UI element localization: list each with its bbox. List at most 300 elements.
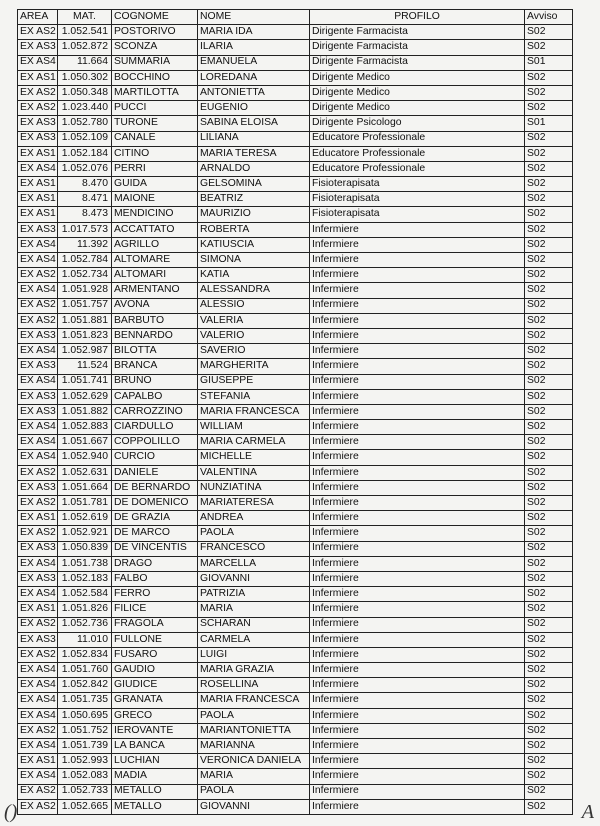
cell-nome: MARIA IDA [198,25,310,40]
cell-area: EX AS4 [18,587,58,602]
cell-nome: MICHELLE [198,450,310,465]
cell-avviso: S02 [525,511,573,526]
cell-mat: 1.052.734 [58,268,112,283]
cell-area: EX AS2 [18,85,58,100]
cell-profilo: Fisioterapisata [310,177,525,192]
table-row [18,146,573,161]
table-row [18,131,573,146]
cell-mat: 1.052.619 [58,511,112,526]
table-row [18,192,573,207]
cell-nome: ALESSANDRA [198,283,310,298]
table-row [18,283,573,298]
cell-area: EX AS4 [18,161,58,176]
cell-cognome: ACCATTATO [112,222,198,237]
cell-avviso: S01 [525,55,573,70]
cell-area: EX AS4 [18,420,58,435]
header-profilo: PROFILO [310,10,525,25]
cell-area: EX AS4 [18,678,58,693]
table-row [18,359,573,374]
cell-mat: 1.052.987 [58,344,112,359]
document-sheet [17,9,573,815]
cell-profilo: Infermiere [310,268,525,283]
cell-avviso: S02 [525,769,573,784]
cell-avviso: S02 [525,556,573,571]
cell-mat: 1.052.665 [58,799,112,814]
cell-cognome: POSTORIVO [112,25,198,40]
cell-avviso: S02 [525,420,573,435]
cell-profilo: Infermiere [310,359,525,374]
cell-avviso: S02 [525,85,573,100]
table-row [18,435,573,450]
cell-profilo: Infermiere [310,769,525,784]
cell-nome: VALERIA [198,313,310,328]
table-row [18,541,573,556]
cell-mat: 1.051.781 [58,496,112,511]
cell-cognome: MADIA [112,769,198,784]
cell-nome: MARIANTONIETTA [198,723,310,738]
cell-cognome: FILICE [112,602,198,617]
cell-area: EX AS2 [18,723,58,738]
cell-avviso: S02 [525,298,573,313]
cell-cognome: FALBO [112,571,198,586]
cell-area: EX AS1 [18,146,58,161]
cell-profilo: Dirigente Medico [310,70,525,85]
cell-avviso: S02 [525,450,573,465]
cell-mat: 1.050.695 [58,708,112,723]
cell-avviso: S02 [525,313,573,328]
cell-nome: MARGHERITA [198,359,310,374]
cell-nome: EUGENIO [198,101,310,116]
table-row [18,404,573,419]
cell-area: EX AS4 [18,556,58,571]
cell-area: EX AS2 [18,784,58,799]
cell-area: EX AS1 [18,602,58,617]
cell-profilo: Fisioterapisata [310,207,525,222]
table-row [18,556,573,571]
table-row [18,328,573,343]
cell-area: EX AS3 [18,404,58,419]
cell-avviso: S02 [525,480,573,495]
cell-area: EX AS4 [18,769,58,784]
table-row [18,70,573,85]
table-row [18,465,573,480]
cell-cognome: FUSARO [112,647,198,662]
table-body [18,25,573,815]
table-row [18,55,573,70]
cell-area: EX AS4 [18,693,58,708]
cell-cognome: BRUNO [112,374,198,389]
cell-avviso: S02 [525,663,573,678]
cell-cognome: SUMMARIA [112,55,198,70]
cell-avviso: S02 [525,435,573,450]
cell-nome: PAOLA [198,526,310,541]
cell-avviso: S02 [525,723,573,738]
table-row [18,101,573,116]
cell-avviso: S02 [525,784,573,799]
cell-profilo: Infermiere [310,754,525,769]
cell-nome: LOREDANA [198,70,310,85]
cell-nome: GELSOMINA [198,177,310,192]
cell-avviso: S02 [525,617,573,632]
cell-mat: 1.051.928 [58,283,112,298]
cell-mat: 11.392 [58,237,112,252]
cell-avviso: S02 [525,344,573,359]
cell-profilo: Infermiere [310,298,525,313]
cell-cognome: ALTOMARE [112,253,198,268]
cell-cognome: MENDICINO [112,207,198,222]
cell-avviso: S02 [525,799,573,814]
handwritten-mark-right: A [581,801,594,823]
cell-profilo: Infermiere [310,450,525,465]
cell-profilo: Infermiere [310,404,525,419]
cell-cognome: GRECO [112,708,198,723]
cell-cognome: CURCIO [112,450,198,465]
cell-mat: 1.052.834 [58,647,112,662]
cell-profilo: Infermiere [310,435,525,450]
cell-profilo: Infermiere [310,420,525,435]
cell-mat: 1.051.752 [58,723,112,738]
cell-profilo: Dirigente Farmacista [310,25,525,40]
cell-area: EX AS4 [18,435,58,450]
cell-mat: 1.052.184 [58,146,112,161]
cell-nome: SIMONA [198,253,310,268]
table-row [18,632,573,647]
table-row [18,344,573,359]
cell-cognome: DE VINCENTIS [112,541,198,556]
header-row [18,10,573,25]
cell-profilo: Infermiere [310,480,525,495]
cell-avviso: S01 [525,116,573,131]
cell-profilo: Infermiere [310,739,525,754]
cell-nome: BEATRIZ [198,192,310,207]
cell-area: EX AS3 [18,359,58,374]
cell-nome: ANTONIETTA [198,85,310,100]
table-row [18,784,573,799]
cell-profilo: Infermiere [310,313,525,328]
cell-mat: 1.052.736 [58,617,112,632]
table-row [18,496,573,511]
cell-cognome: GIUDICE [112,678,198,693]
cell-area: EX AS2 [18,313,58,328]
cell-area: EX AS4 [18,55,58,70]
cell-cognome: PERRI [112,161,198,176]
cell-area: EX AS1 [18,754,58,769]
table-row [18,769,573,784]
cell-cognome: LA BANCA [112,739,198,754]
cell-mat: 1.052.584 [58,587,112,602]
cell-nome: MARIATERESA [198,496,310,511]
table-row [18,693,573,708]
cell-mat: 1.052.083 [58,769,112,784]
cell-nome: KATIUSCIA [198,237,310,252]
cell-nome: MARIA FRANCESCA [198,693,310,708]
table-row [18,85,573,100]
cell-avviso: S02 [525,754,573,769]
cell-nome: PATRIZIA [198,587,310,602]
cell-area: EX AS3 [18,131,58,146]
cell-avviso: S02 [525,207,573,222]
cell-profilo: Infermiere [310,526,525,541]
cell-cognome: FULLONE [112,632,198,647]
cell-area: EX AS4 [18,253,58,268]
cell-avviso: S02 [525,359,573,374]
cell-cognome: DANIELE [112,465,198,480]
cell-profilo: Infermiere [310,678,525,693]
table-row [18,222,573,237]
cell-mat: 1.052.076 [58,161,112,176]
cell-area: EX AS4 [18,374,58,389]
header-mat: MAT. [58,10,112,25]
cell-cognome: LUCHIAN [112,754,198,769]
cell-avviso: S02 [525,678,573,693]
table-row [18,602,573,617]
cell-mat: 1.050.302 [58,70,112,85]
cell-area: EX AS2 [18,465,58,480]
cell-nome: ROSELLINA [198,678,310,693]
cell-area: EX AS1 [18,511,58,526]
cell-avviso: S02 [525,131,573,146]
cell-avviso: S02 [525,328,573,343]
header-area: AREA [18,10,58,25]
cell-nome: GIUSEPPE [198,374,310,389]
table-row [18,268,573,283]
cell-nome: ROBERTA [198,222,310,237]
cell-profilo: Infermiere [310,663,525,678]
cell-area: EX AS3 [18,632,58,647]
header-avviso: Avviso [525,10,573,25]
cell-cognome: CANALE [112,131,198,146]
cell-area: EX AS2 [18,799,58,814]
table-row [18,678,573,693]
table-row [18,450,573,465]
table-row [18,161,573,176]
cell-mat: 8.470 [58,177,112,192]
cell-profilo: Infermiere [310,389,525,404]
cell-profilo: Fisioterapisata [310,192,525,207]
cell-area: EX AS4 [18,739,58,754]
cell-area: EX AS4 [18,663,58,678]
cell-area: EX AS3 [18,328,58,343]
cell-nome: MARIA GRAZIA [198,663,310,678]
cell-profilo: Infermiere [310,617,525,632]
table-row [18,799,573,814]
cell-nome: VALENTINA [198,465,310,480]
cell-mat: 1.052.780 [58,116,112,131]
cell-area: EX AS2 [18,617,58,632]
cell-mat: 1.051.738 [58,556,112,571]
cell-nome: MARIA TERESA [198,146,310,161]
cell-cognome: AVONA [112,298,198,313]
cell-avviso: S02 [525,693,573,708]
cell-area: EX AS4 [18,237,58,252]
cell-cognome: MARTILOTTA [112,85,198,100]
cell-nome: GIOVANNI [198,799,310,814]
table-row [18,253,573,268]
cell-mat: 1.052.631 [58,465,112,480]
cell-nome: WILLIAM [198,420,310,435]
cell-avviso: S02 [525,283,573,298]
cell-mat: 1.052.993 [58,754,112,769]
cell-avviso: S02 [525,161,573,176]
cell-profilo: Educatore Professionale [310,161,525,176]
cell-cognome: CAPALBO [112,389,198,404]
cell-area: EX AS4 [18,344,58,359]
cell-cognome: GRANATA [112,693,198,708]
cell-profilo: Dirigente Psicologo [310,116,525,131]
cell-profilo: Infermiere [310,374,525,389]
table-row [18,571,573,586]
cell-area: EX AS2 [18,101,58,116]
cell-mat: 1.052.872 [58,40,112,55]
cell-area: EX AS1 [18,70,58,85]
table-row [18,708,573,723]
cell-nome: MARIA [198,602,310,617]
cell-nome: EMANUELA [198,55,310,70]
cell-profilo: Infermiere [310,541,525,556]
cell-area: EX AS3 [18,40,58,55]
cell-nome: ILARIA [198,40,310,55]
cell-area: EX AS3 [18,116,58,131]
cell-mat: 1.052.541 [58,25,112,40]
cell-mat: 1.051.741 [58,374,112,389]
cell-nome: MARIA [198,769,310,784]
cell-mat: 1.051.760 [58,663,112,678]
cell-area: EX AS3 [18,389,58,404]
cell-profilo: Infermiere [310,556,525,571]
cell-avviso: S02 [525,404,573,419]
cell-profilo: Infermiere [310,587,525,602]
cell-mat: 1.051.882 [58,404,112,419]
cell-area: EX AS4 [18,708,58,723]
cell-cognome: BOCCHINO [112,70,198,85]
cell-area: EX AS3 [18,541,58,556]
cell-mat: 1.051.823 [58,328,112,343]
table-row [18,374,573,389]
cell-cognome: DE BERNARDO [112,480,198,495]
cell-area: EX AS1 [18,207,58,222]
handwritten-mark-left: () [4,801,18,823]
cell-cognome: BENNARDO [112,328,198,343]
cell-avviso: S02 [525,177,573,192]
cell-avviso: S02 [525,253,573,268]
cell-avviso: S02 [525,708,573,723]
cell-avviso: S02 [525,192,573,207]
cell-cognome: METALLO [112,784,198,799]
cell-profilo: Infermiere [310,647,525,662]
header-nome: NOME [198,10,310,25]
cell-profilo: Infermiere [310,571,525,586]
cell-cognome: BRANCA [112,359,198,374]
cell-mat: 1.051.757 [58,298,112,313]
cell-nome: PAOLA [198,708,310,723]
cell-cognome: BILOTTA [112,344,198,359]
cell-cognome: DE GRAZIA [112,511,198,526]
cell-mat: 1.051.735 [58,693,112,708]
cell-nome: MAURIZIO [198,207,310,222]
cell-profilo: Infermiere [310,465,525,480]
cell-avviso: S02 [525,146,573,161]
cell-area: EX AS2 [18,526,58,541]
cell-area: EX AS2 [18,647,58,662]
cell-avviso: S02 [525,587,573,602]
cell-area: EX AS2 [18,25,58,40]
table-row [18,389,573,404]
cell-nome: PAOLA [198,784,310,799]
cell-area: EX AS2 [18,268,58,283]
cell-avviso: S02 [525,465,573,480]
cell-profilo: Infermiere [310,632,525,647]
table-row [18,40,573,55]
cell-nome: VALERIO [198,328,310,343]
table-row [18,663,573,678]
cell-profilo: Dirigente Medico [310,85,525,100]
cell-profilo: Educatore Professionale [310,146,525,161]
cell-profilo: Infermiere [310,328,525,343]
table-row [18,420,573,435]
cell-mat: 1.052.733 [58,784,112,799]
cell-cognome: ALTOMARI [112,268,198,283]
cell-mat: 8.471 [58,192,112,207]
cell-avviso: S02 [525,101,573,116]
cell-area: EX AS2 [18,298,58,313]
cell-mat: 1.050.839 [58,541,112,556]
cell-profilo: Infermiere [310,602,525,617]
table-row [18,587,573,602]
cell-cognome: GUIDA [112,177,198,192]
cell-avviso: S02 [525,374,573,389]
cell-nome: MARIA CARMELA [198,435,310,450]
cell-nome: SAVERIO [198,344,310,359]
table-row [18,177,573,192]
cell-avviso: S02 [525,25,573,40]
cell-nome: KATIA [198,268,310,283]
cell-cognome: IEROVANTE [112,723,198,738]
cell-area: EX AS4 [18,283,58,298]
cell-profilo: Educatore Professionale [310,131,525,146]
cell-profilo: Infermiere [310,222,525,237]
cell-nome: GIOVANNI [198,571,310,586]
cell-avviso: S02 [525,389,573,404]
cell-avviso: S02 [525,632,573,647]
table-row [18,617,573,632]
cell-mat: 1.052.784 [58,253,112,268]
cell-mat: 1.051.881 [58,313,112,328]
cell-profilo: Infermiere [310,237,525,252]
cell-profilo: Infermiere [310,784,525,799]
cell-nome: STEFANIA [198,389,310,404]
table-row [18,25,573,40]
cell-avviso: S02 [525,526,573,541]
cell-cognome: FRAGOLA [112,617,198,632]
cell-mat: 1.052.109 [58,131,112,146]
cell-nome: CARMELA [198,632,310,647]
cell-mat: 11.664 [58,55,112,70]
cell-cognome: DRAGO [112,556,198,571]
table-row [18,298,573,313]
cell-mat: 1.052.183 [58,571,112,586]
cell-area: EX AS3 [18,222,58,237]
cell-mat: 1.051.826 [58,602,112,617]
cell-area: EX AS2 [18,496,58,511]
cell-cognome: TURONE [112,116,198,131]
cell-nome: ANDREA [198,511,310,526]
cell-avviso: S02 [525,647,573,662]
cell-mat: 11.010 [58,632,112,647]
cell-mat: 1.052.883 [58,420,112,435]
cell-profilo: Infermiere [310,283,525,298]
cell-nome: FRANCESCO [198,541,310,556]
cell-mat: 1.017.573 [58,222,112,237]
